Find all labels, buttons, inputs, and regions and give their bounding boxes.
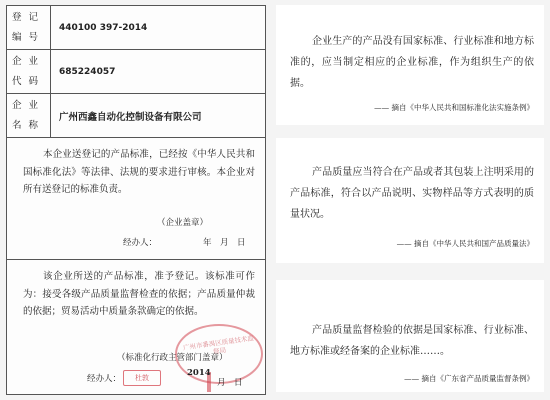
quote-text-2: 产品质量应当符合在产品或者其包装上注明采用的产品标准，符合以产品说明、实物样品等方式表明的质量状况。 (290, 167, 534, 220)
registration-number-row (7, 6, 265, 50)
quote-source-3: —— 摘自《广东省产品质量监督条例》 (404, 374, 534, 383)
enterprise-code-row (7, 50, 265, 94)
registration-form (6, 5, 266, 395)
enterprise-code-value: 685224057 (59, 66, 116, 77)
enterprise-handler-label: 经办人： (123, 238, 158, 248)
authority-statement: 该企业所送的产品标准，准予登记。该标准可作为：接受各级产品质量监督检查的依据；产品质量仲裁的依据；贸易活动中质量条款确定的依据。 (23, 271, 255, 317)
quote-source-1: —— 摘自《中华人民共和国标准化法实施条例》 (374, 103, 534, 112)
enterprise-seal-note: （企业盖章） (157, 218, 209, 228)
quote-panel-2 (276, 138, 544, 263)
enterprise-code-label: 企业代码 (7, 50, 51, 93)
enterprise-name-value: 广州西鑫自动化控制设备有限公司 (59, 111, 202, 123)
quote-panel-3 (276, 280, 544, 392)
enterprise-name-label: 企业名称 (7, 94, 51, 137)
registration-number-label: 登记编号 (7, 6, 51, 49)
enterprise-statement: 本企业送登记的产品标准，已经按《中华人民共和国标准化法》等法律、法规的要求进行审核。本企业对所有送登记的标准负责。 (23, 149, 255, 195)
section-divider (7, 259, 265, 260)
sign-month-day: 月 日 (217, 378, 243, 388)
official-seal-text: 广州市番禺区质量技术监督局 (182, 334, 255, 356)
enterprise-date: 年 月 日 (203, 238, 246, 248)
quote-text-1: 企业生产的产品没有国家标准、行业标准和地方标准的，应当制定相应的企业标准，作为组织生产的依据。 (290, 36, 534, 89)
enterprise-name-row (7, 94, 265, 138)
authority-handler-label: 经办人： (87, 374, 122, 384)
handler-stamp: 杜敦 (123, 370, 161, 386)
sign-year: 2014 (187, 368, 211, 378)
authority-seal-note: （标准化行政主管部门盖章） (117, 353, 228, 363)
registration-number-value: 440100 397-2014 (59, 22, 148, 33)
quote-panel-1 (276, 5, 544, 125)
quote-text-3: 产品质量监督检验的依据是国家标准、行业标准、地方标准或经备案的企业标准……。 (290, 325, 534, 357)
quote-source-2: —— 摘自《中华人民共和国产品质量法》 (396, 239, 534, 248)
